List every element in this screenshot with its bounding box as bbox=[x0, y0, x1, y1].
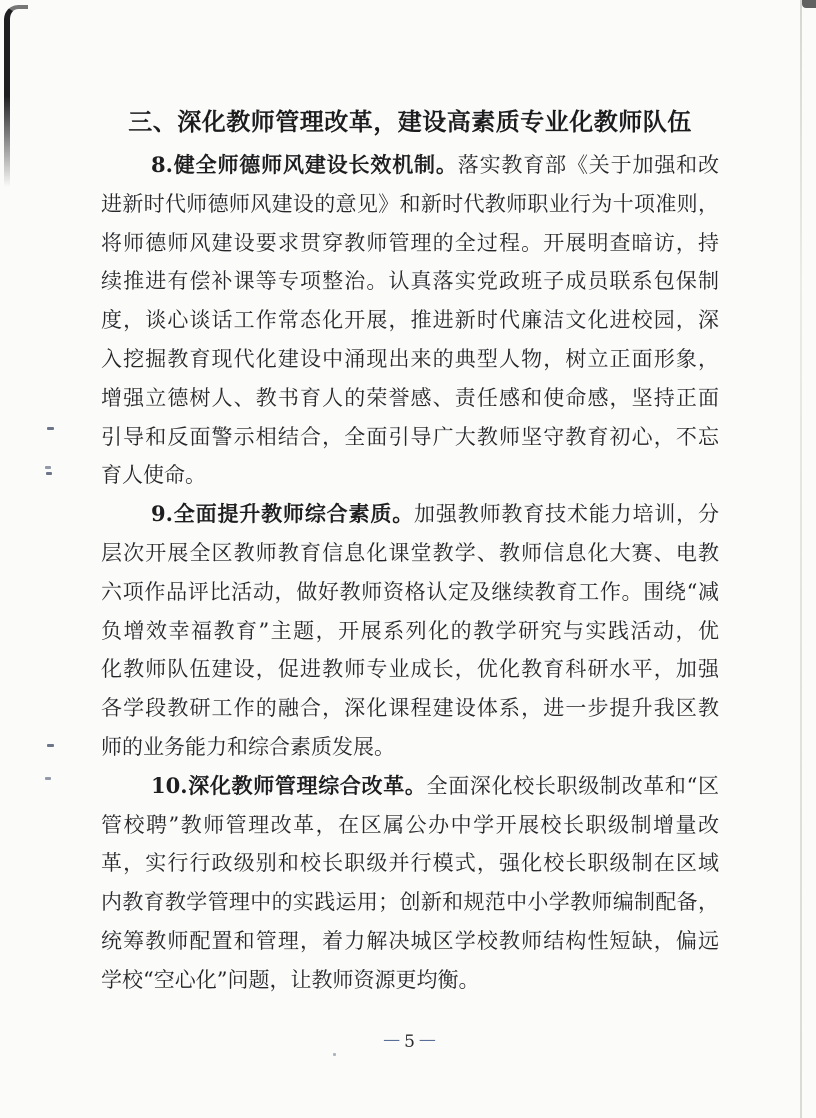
text-line: 育人使命。 bbox=[101, 463, 206, 488]
text-line: 各学段教研工作的融合，深化课程建设体系，进一步提升我区教 bbox=[101, 696, 719, 721]
text-line: 革，实行行政级别和校长职级并行模式，强化校长职级制在区域 bbox=[101, 851, 719, 876]
scan-speck bbox=[47, 427, 54, 430]
text-line: 负增效幸福教育”主题，开展系列化的教学研究与实践活动，优 bbox=[101, 618, 719, 643]
text-line: 进新时代师德师风建设的意见》和新时代教师职业行为十项准则， bbox=[101, 191, 719, 216]
text-line: 将师德师风建设要求贯穿教师管理的全过程。开展明查暗访，持 bbox=[101, 230, 719, 255]
text-line: 管校聘”教师管理改革，在区属公办中学开展校长职级制增量改 bbox=[101, 812, 719, 837]
paragraph bbox=[101, 146, 719, 495]
paragraph bbox=[101, 495, 719, 767]
document-body bbox=[101, 146, 719, 1000]
page-number-dash-left: — bbox=[383, 1029, 402, 1050]
scan-corner-notch bbox=[802, 0, 816, 8]
text-line: 引导和反面警示相结合，全面引导广大教师坚守教育初心，不忘 bbox=[101, 424, 719, 449]
page-number-dash-right: — bbox=[418, 1029, 437, 1050]
section-heading: 三、深化教师管理改革，建设高素质专业化教师队伍 bbox=[128, 108, 692, 136]
text-line: 10.深化教师管理综合改革。全面深化校长职级制改革和“区 bbox=[151, 772, 719, 798]
text-line: 化教师队伍建设，促进教师专业成长，优化教育科研水平，加强 bbox=[101, 657, 719, 682]
page-number bbox=[101, 1031, 719, 1053]
scan-speck bbox=[45, 466, 51, 469]
paragraph-lead-bold: 9.全面提升教师综合素质。 bbox=[151, 501, 415, 527]
scan-speck bbox=[45, 777, 51, 780]
text-line: 度，谈心谈话工作常态化开展，推进新时代廉洁文化进校园，深 bbox=[101, 308, 719, 333]
text-line: 统筹教师配置和管理，着力解决城区学校教师结构性短缺，偏远 bbox=[101, 928, 719, 953]
text-line: 六项作品评比活动，做好教师资格认定及继续教育工作。围绕“减 bbox=[101, 579, 719, 604]
text-line: 入挖掘教育现代化建设中涌现出来的典型人物，树立正面形象， bbox=[101, 346, 719, 371]
paragraph-lead-bold: 8.健全师德师风建设长效机制。 bbox=[151, 152, 458, 177]
text-line: 内教育教学管理中的实践运用；创新和规范中小学教师编制配备， bbox=[101, 890, 719, 915]
scan-speck bbox=[46, 472, 52, 475]
paper-edge-line-right bbox=[800, 0, 802, 1118]
page-number-value: 5 bbox=[404, 1031, 416, 1052]
paragraph-lead-bold: 10.深化教师管理综合改革。 bbox=[151, 772, 427, 798]
paragraph bbox=[101, 767, 719, 1000]
text-line: 师的业务能力和综合素质发展。 bbox=[101, 734, 395, 759]
text-line: 8.健全师德师风建设长效机制。落实教育部《关于加强和改 bbox=[151, 152, 720, 177]
scan-speck bbox=[333, 1053, 336, 1056]
scan-speck bbox=[47, 744, 54, 747]
scan-edge-artifact-left bbox=[4, 5, 28, 187]
text-line: 9.全面提升教师综合素质。加强教师教育技术能力培训，分 bbox=[151, 501, 720, 527]
text-line: 学校“空心化”问题，让教师资源更均衡。 bbox=[101, 967, 480, 992]
text-line: 增强立德树人、教书育人的荣誉感、责任感和使命感，坚持正面 bbox=[101, 385, 719, 410]
text-line: 续推进有偿补课等专项整治。认真落实党政班子成员联系包保制 bbox=[101, 269, 719, 294]
document-content bbox=[101, 103, 719, 1053]
text-line: 层次开展全区教师教育信息化课堂教学、教师信息化大赛、电教 bbox=[101, 540, 719, 565]
